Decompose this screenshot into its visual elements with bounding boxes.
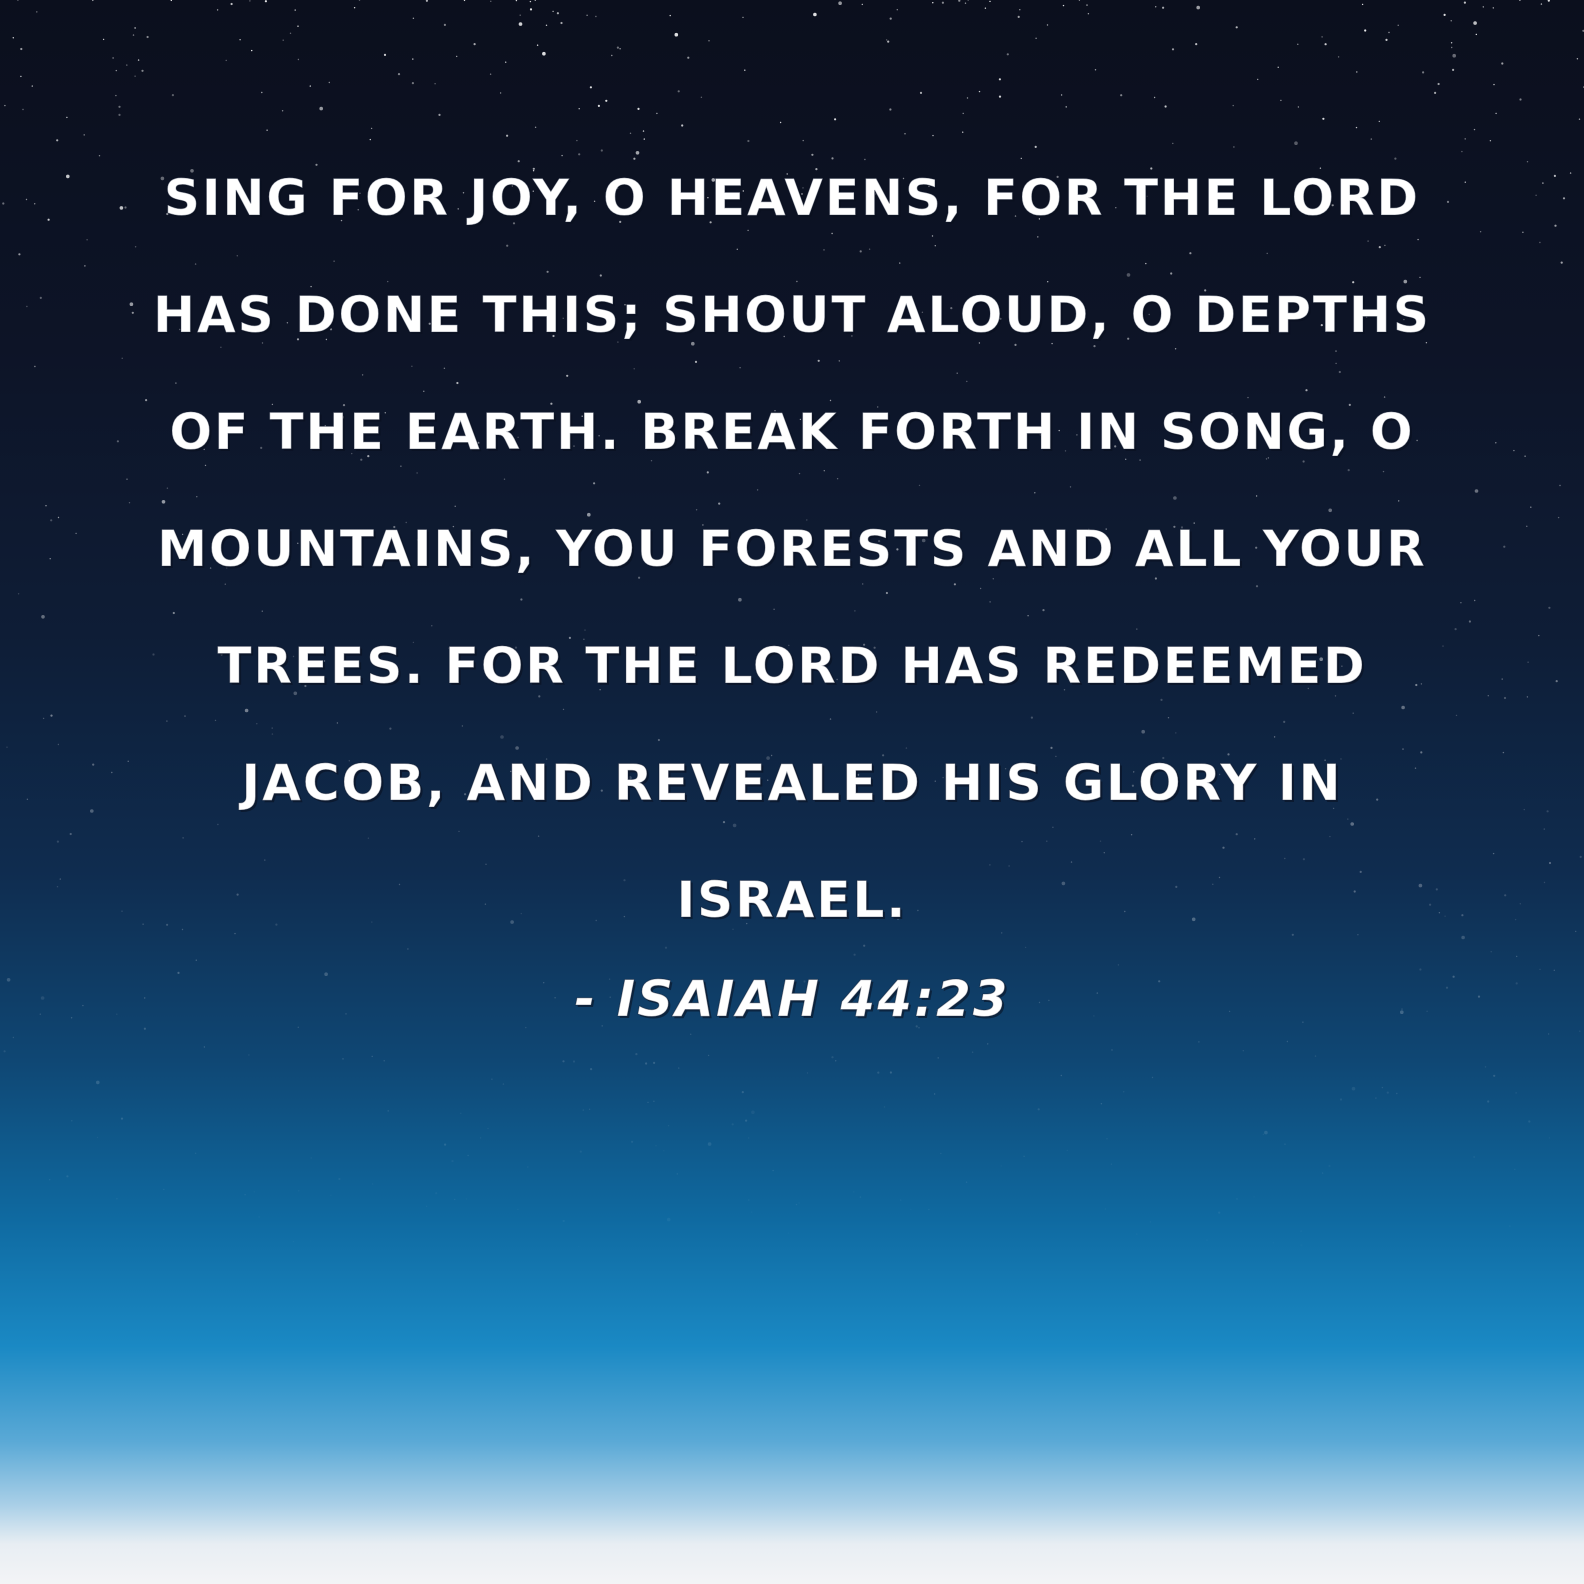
verse-block: [140, 140, 1444, 959]
verse-text: SING FOR JOY, O HEAVENS, FOR THE LORD HAS DONE THIS; SHOUT ALOUD, O DEPTHS OF THE EARTH. BREAK FORTH IN SONG, O MOUNTAINS, YOU FORESTS AND ALL YOUR TREES. FOR THE LORD HAS REDEEMED JACOB, AND REVEALED HIS GLORY IN ISRAEL.: [153, 169, 1431, 929]
verse-reference: - ISAIAH 44:23: [574, 970, 1010, 1028]
